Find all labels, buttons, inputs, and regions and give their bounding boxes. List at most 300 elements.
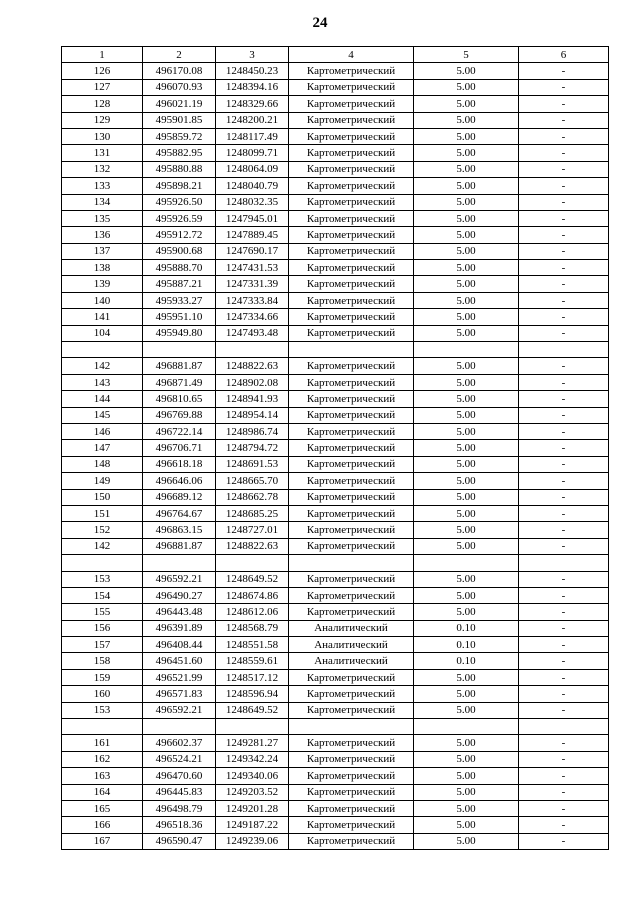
table-cell (143, 342, 216, 358)
table-cell (289, 719, 414, 735)
table-cell: - (519, 161, 609, 177)
table-row (62, 751, 609, 767)
table-cell: 1247690.17 (216, 243, 289, 259)
table-cell: 5.00 (414, 473, 519, 489)
table-cell: 1248329.66 (216, 96, 289, 112)
table-cell: - (519, 800, 609, 816)
table-row (62, 571, 609, 587)
table-cell: 142 (62, 358, 143, 374)
table-cell: 495898.21 (143, 178, 216, 194)
table-cell: 5.00 (414, 292, 519, 308)
column-header: 4 (289, 47, 414, 63)
table-cell: 5.00 (414, 686, 519, 702)
table-cell: 139 (62, 276, 143, 292)
table-cell: 1248596.94 (216, 686, 289, 702)
table-cell: - (519, 96, 609, 112)
table-cell (519, 719, 609, 735)
table-cell: Картометрический (289, 325, 414, 341)
table-cell: - (519, 637, 609, 653)
table-cell: 157 (62, 637, 143, 653)
table-cell: 160 (62, 686, 143, 702)
table-cell: - (519, 440, 609, 456)
table-row (62, 112, 609, 128)
table-cell: 495951.10 (143, 309, 216, 325)
table-cell: 496021.19 (143, 96, 216, 112)
table-cell: 495859.72 (143, 128, 216, 144)
table-row (62, 735, 609, 751)
table-cell: 1248691.53 (216, 456, 289, 472)
table-cell: 495900.68 (143, 243, 216, 259)
table-cell: 496863.15 (143, 522, 216, 538)
table-cell: 495926.50 (143, 194, 216, 210)
table-cell (143, 719, 216, 735)
table-cell: 126 (62, 63, 143, 79)
table-row (62, 227, 609, 243)
table-cell: 150 (62, 489, 143, 505)
table-cell: 131 (62, 145, 143, 161)
table-cell: 1248551.58 (216, 637, 289, 653)
table-cell: 496722.14 (143, 423, 216, 439)
table-cell: 164 (62, 784, 143, 800)
table-cell: - (519, 833, 609, 849)
table-cell: Аналитический (289, 653, 414, 669)
table-row (62, 637, 609, 653)
table-cell: 5.00 (414, 112, 519, 128)
table-cell: Картометрический (289, 456, 414, 472)
table-cell: - (519, 489, 609, 505)
table-cell: 151 (62, 505, 143, 521)
table-cell: - (519, 686, 609, 702)
table-cell: 1247334.66 (216, 309, 289, 325)
table-cell (62, 342, 143, 358)
table-cell: 496170.08 (143, 63, 216, 79)
table-cell: 0.10 (414, 637, 519, 653)
table-cell: - (519, 473, 609, 489)
table-cell: 5.00 (414, 63, 519, 79)
table-cell: 1248674.86 (216, 587, 289, 603)
table-cell: Картометрический (289, 833, 414, 849)
table-row (62, 194, 609, 210)
table-row (62, 505, 609, 521)
table-row (62, 833, 609, 849)
table-cell: 140 (62, 292, 143, 308)
table-row (62, 391, 609, 407)
table-cell: 1248099.71 (216, 145, 289, 161)
table-cell: 496518.36 (143, 817, 216, 833)
table-row (62, 292, 609, 308)
table-cell: 133 (62, 178, 143, 194)
table-cell: Картометрический (289, 96, 414, 112)
table-cell: 5.00 (414, 768, 519, 784)
table-row (62, 817, 609, 833)
table-cell: 495887.21 (143, 276, 216, 292)
table-cell: 153 (62, 571, 143, 587)
table-cell: 161 (62, 735, 143, 751)
table-row (62, 128, 609, 144)
table-cell: 147 (62, 440, 143, 456)
table-cell: 1249342.24 (216, 751, 289, 767)
table-row (62, 145, 609, 161)
table-cell: 5.00 (414, 702, 519, 718)
table-row (62, 784, 609, 800)
table-cell: 0.10 (414, 653, 519, 669)
table-cell: 496445.83 (143, 784, 216, 800)
table-cell: Картометрический (289, 407, 414, 423)
table-cell: 495880.88 (143, 161, 216, 177)
table-cell: 152 (62, 522, 143, 538)
table-cell: 5.00 (414, 276, 519, 292)
table-cell: 165 (62, 800, 143, 816)
table-cell: 166 (62, 817, 143, 833)
column-header: 5 (414, 47, 519, 63)
table-cell: Картометрический (289, 817, 414, 833)
table-cell: 1248649.52 (216, 702, 289, 718)
table-cell (216, 342, 289, 358)
table-cell: Картометрический (289, 145, 414, 161)
table-cell: 5.00 (414, 604, 519, 620)
table-cell: 495901.85 (143, 112, 216, 128)
table-cell: 496881.87 (143, 358, 216, 374)
table-cell: Картометрический (289, 538, 414, 554)
table-cell: 5.00 (414, 800, 519, 816)
table-cell: 142 (62, 538, 143, 554)
table-cell: 496451.60 (143, 653, 216, 669)
column-header: 3 (216, 47, 289, 63)
table-cell: - (519, 112, 609, 128)
table-cell: Картометрический (289, 243, 414, 259)
table-cell: 5.00 (414, 407, 519, 423)
table-row (62, 768, 609, 784)
table-cell: - (519, 571, 609, 587)
table-cell: - (519, 604, 609, 620)
table-row (62, 63, 609, 79)
table-cell: - (519, 128, 609, 144)
table-cell: Картометрический (289, 604, 414, 620)
table-cell: Картометрический (289, 276, 414, 292)
table-cell: 1249281.27 (216, 735, 289, 751)
table-cell: 135 (62, 210, 143, 226)
table-cell: Картометрический (289, 260, 414, 276)
table-cell: 495933.27 (143, 292, 216, 308)
table-cell (216, 719, 289, 735)
table-cell (62, 555, 143, 571)
table-cell: - (519, 702, 609, 718)
table-row (62, 620, 609, 636)
table-row-empty (62, 719, 609, 735)
table-cell: 145 (62, 407, 143, 423)
table-cell: - (519, 751, 609, 767)
table-cell: - (519, 522, 609, 538)
table-cell: Картометрический (289, 800, 414, 816)
table-cell: 496521.99 (143, 669, 216, 685)
table-cell: 496592.21 (143, 571, 216, 587)
table-cell: 5.00 (414, 243, 519, 259)
table-cell (414, 719, 519, 735)
table-cell: Аналитический (289, 620, 414, 636)
table-cell: 496646.06 (143, 473, 216, 489)
table-row (62, 309, 609, 325)
table-cell: 1249340.06 (216, 768, 289, 784)
table-cell: - (519, 309, 609, 325)
table-row (62, 407, 609, 423)
table-cell: 143 (62, 374, 143, 390)
table-cell: Картометрический (289, 358, 414, 374)
table-cell: 496498.79 (143, 800, 216, 816)
table-cell: Картометрический (289, 79, 414, 95)
table-cell: 496490.27 (143, 587, 216, 603)
table-row (62, 587, 609, 603)
table-row (62, 489, 609, 505)
table-row (62, 210, 609, 226)
table-cell: Картометрический (289, 669, 414, 685)
table-row (62, 669, 609, 685)
table-cell: - (519, 145, 609, 161)
table-cell: 1248822.63 (216, 538, 289, 554)
table-cell: - (519, 784, 609, 800)
table-cell: - (519, 768, 609, 784)
table-cell: 5.00 (414, 161, 519, 177)
table-cell: 496602.37 (143, 735, 216, 751)
table-cell: 138 (62, 260, 143, 276)
table-cell (414, 342, 519, 358)
table-cell: Картометрический (289, 505, 414, 521)
table-cell: 496769.88 (143, 407, 216, 423)
table-cell (289, 555, 414, 571)
table-cell: 5.00 (414, 227, 519, 243)
table-cell: 127 (62, 79, 143, 95)
table-cell: 5.00 (414, 194, 519, 210)
table-cell: 496689.12 (143, 489, 216, 505)
table-row (62, 96, 609, 112)
table-cell: 5.00 (414, 325, 519, 341)
table-cell: 149 (62, 473, 143, 489)
table-cell: 5.00 (414, 587, 519, 603)
table-cell: 162 (62, 751, 143, 767)
table-cell (289, 342, 414, 358)
table-cell: Картометрический (289, 309, 414, 325)
table-cell: 1248665.70 (216, 473, 289, 489)
table-cell: 1249201.28 (216, 800, 289, 816)
table-cell: Картометрический (289, 374, 414, 390)
table-cell: 5.00 (414, 178, 519, 194)
table-row (62, 161, 609, 177)
table-cell: - (519, 587, 609, 603)
table-cell: 496881.87 (143, 538, 216, 554)
table-row (62, 473, 609, 489)
table-cell: - (519, 325, 609, 341)
table-cell: 155 (62, 604, 143, 620)
table-cell: - (519, 653, 609, 669)
table-cell: 1249239.06 (216, 833, 289, 849)
coordinates-table (61, 46, 609, 850)
table-cell (216, 555, 289, 571)
column-header: 2 (143, 47, 216, 63)
table-cell: 1248612.06 (216, 604, 289, 620)
table-cell: 1248822.63 (216, 358, 289, 374)
table-cell: - (519, 374, 609, 390)
table-cell: Картометрический (289, 178, 414, 194)
table-cell: 1248649.52 (216, 571, 289, 587)
table-cell: 134 (62, 194, 143, 210)
table-cell: 1248064.09 (216, 161, 289, 177)
table-cell: 132 (62, 161, 143, 177)
table-cell: 158 (62, 653, 143, 669)
table-row (62, 686, 609, 702)
table-cell: 1248559.61 (216, 653, 289, 669)
table-cell: Картометрический (289, 768, 414, 784)
table-cell: 496618.18 (143, 456, 216, 472)
table-cell: 496592.21 (143, 702, 216, 718)
table-cell: 1247331.39 (216, 276, 289, 292)
table-cell: Картометрический (289, 112, 414, 128)
table-cell: Картометрический (289, 751, 414, 767)
table-cell: Картометрический (289, 702, 414, 718)
table-cell: 496070.93 (143, 79, 216, 95)
table-cell: 5.00 (414, 128, 519, 144)
table-cell: 1248941.93 (216, 391, 289, 407)
table-cell: - (519, 669, 609, 685)
table-cell: 5.00 (414, 210, 519, 226)
table-row (62, 178, 609, 194)
table-cell: 496391.89 (143, 620, 216, 636)
table-cell: 496706.71 (143, 440, 216, 456)
table-cell: 5.00 (414, 260, 519, 276)
table-cell: 5.00 (414, 79, 519, 95)
table-cell: 1248450.23 (216, 63, 289, 79)
table-cell: 496571.83 (143, 686, 216, 702)
table-body (62, 63, 609, 850)
table-cell: 1249203.52 (216, 784, 289, 800)
table-cell: 148 (62, 456, 143, 472)
table-cell: Картометрический (289, 571, 414, 587)
table-row (62, 440, 609, 456)
table-cell: 1247945.01 (216, 210, 289, 226)
column-header: 6 (519, 47, 609, 63)
table-cell: 5.00 (414, 817, 519, 833)
table-cell: 141 (62, 309, 143, 325)
table-row (62, 423, 609, 439)
table-cell: 154 (62, 587, 143, 603)
table-row (62, 522, 609, 538)
table-cell: 104 (62, 325, 143, 341)
table-cell: 496470.60 (143, 768, 216, 784)
table-row (62, 358, 609, 374)
table-row (62, 260, 609, 276)
table-cell: 495912.72 (143, 227, 216, 243)
table-row (62, 276, 609, 292)
table-cell (143, 555, 216, 571)
table-cell: 1248040.79 (216, 178, 289, 194)
table-cell: - (519, 178, 609, 194)
table-cell: 5.00 (414, 391, 519, 407)
table-cell: 1247431.53 (216, 260, 289, 276)
table-cell: Картометрический (289, 391, 414, 407)
table-row-empty (62, 342, 609, 358)
table-row (62, 243, 609, 259)
table-row (62, 702, 609, 718)
table-cell: 130 (62, 128, 143, 144)
table-cell: Аналитический (289, 637, 414, 653)
table-cell: 1247889.45 (216, 227, 289, 243)
table-cell: 5.00 (414, 735, 519, 751)
table-cell: 5.00 (414, 309, 519, 325)
table-cell: - (519, 505, 609, 521)
table-cell: Картометрический (289, 473, 414, 489)
table-cell: - (519, 63, 609, 79)
table-cell: 1248200.21 (216, 112, 289, 128)
table-cell: 5.00 (414, 145, 519, 161)
table-cell: 1248517.12 (216, 669, 289, 685)
table-cell: 496443.48 (143, 604, 216, 620)
table-cell: 129 (62, 112, 143, 128)
table-cell: 496764.67 (143, 505, 216, 521)
table-cell: Картометрический (289, 587, 414, 603)
table-cell: 1247333.84 (216, 292, 289, 308)
table-cell: Картометрический (289, 423, 414, 439)
table-row (62, 325, 609, 341)
table-cell: 5.00 (414, 833, 519, 849)
table-cell: 1248727.01 (216, 522, 289, 538)
table-cell: 5.00 (414, 571, 519, 587)
table-cell: 496408.44 (143, 637, 216, 653)
table-cell: 1248568.79 (216, 620, 289, 636)
table-cell: Картометрический (289, 686, 414, 702)
table-row (62, 538, 609, 554)
table-cell: 1249187.22 (216, 817, 289, 833)
table-cell: 495888.70 (143, 260, 216, 276)
table-cell: 146 (62, 423, 143, 439)
table-cell: - (519, 227, 609, 243)
table-cell: - (519, 210, 609, 226)
table-cell: - (519, 456, 609, 472)
table-cell: 1248032.35 (216, 194, 289, 210)
table-cell: 495926.59 (143, 210, 216, 226)
table-cell: Картометрический (289, 440, 414, 456)
table-cell: 5.00 (414, 374, 519, 390)
table-cell: - (519, 260, 609, 276)
table-cell: 0.10 (414, 620, 519, 636)
table-cell: 496524.21 (143, 751, 216, 767)
table-cell: - (519, 620, 609, 636)
table-cell: 128 (62, 96, 143, 112)
table-cell: 496590.47 (143, 833, 216, 849)
table-cell: 496871.49 (143, 374, 216, 390)
table-cell: 1248902.08 (216, 374, 289, 390)
table-cell: 136 (62, 227, 143, 243)
table-cell: 5.00 (414, 751, 519, 767)
table-cell: - (519, 817, 609, 833)
table-cell: Картометрический (289, 292, 414, 308)
table-cell: 5.00 (414, 423, 519, 439)
table-cell: 167 (62, 833, 143, 849)
table-row (62, 79, 609, 95)
table-row (62, 456, 609, 472)
table-cell: 1248394.16 (216, 79, 289, 95)
table-cell: 1248986.74 (216, 423, 289, 439)
table-cell: 495949.80 (143, 325, 216, 341)
table-cell: - (519, 79, 609, 95)
table-row-empty (62, 555, 609, 571)
table-cell: 156 (62, 620, 143, 636)
table-cell: - (519, 194, 609, 210)
table-cell: Картометрический (289, 489, 414, 505)
table-row (62, 653, 609, 669)
table-cell (519, 555, 609, 571)
table-cell: 5.00 (414, 489, 519, 505)
table-cell: 144 (62, 391, 143, 407)
table-cell: Картометрический (289, 161, 414, 177)
table-cell: 5.00 (414, 358, 519, 374)
